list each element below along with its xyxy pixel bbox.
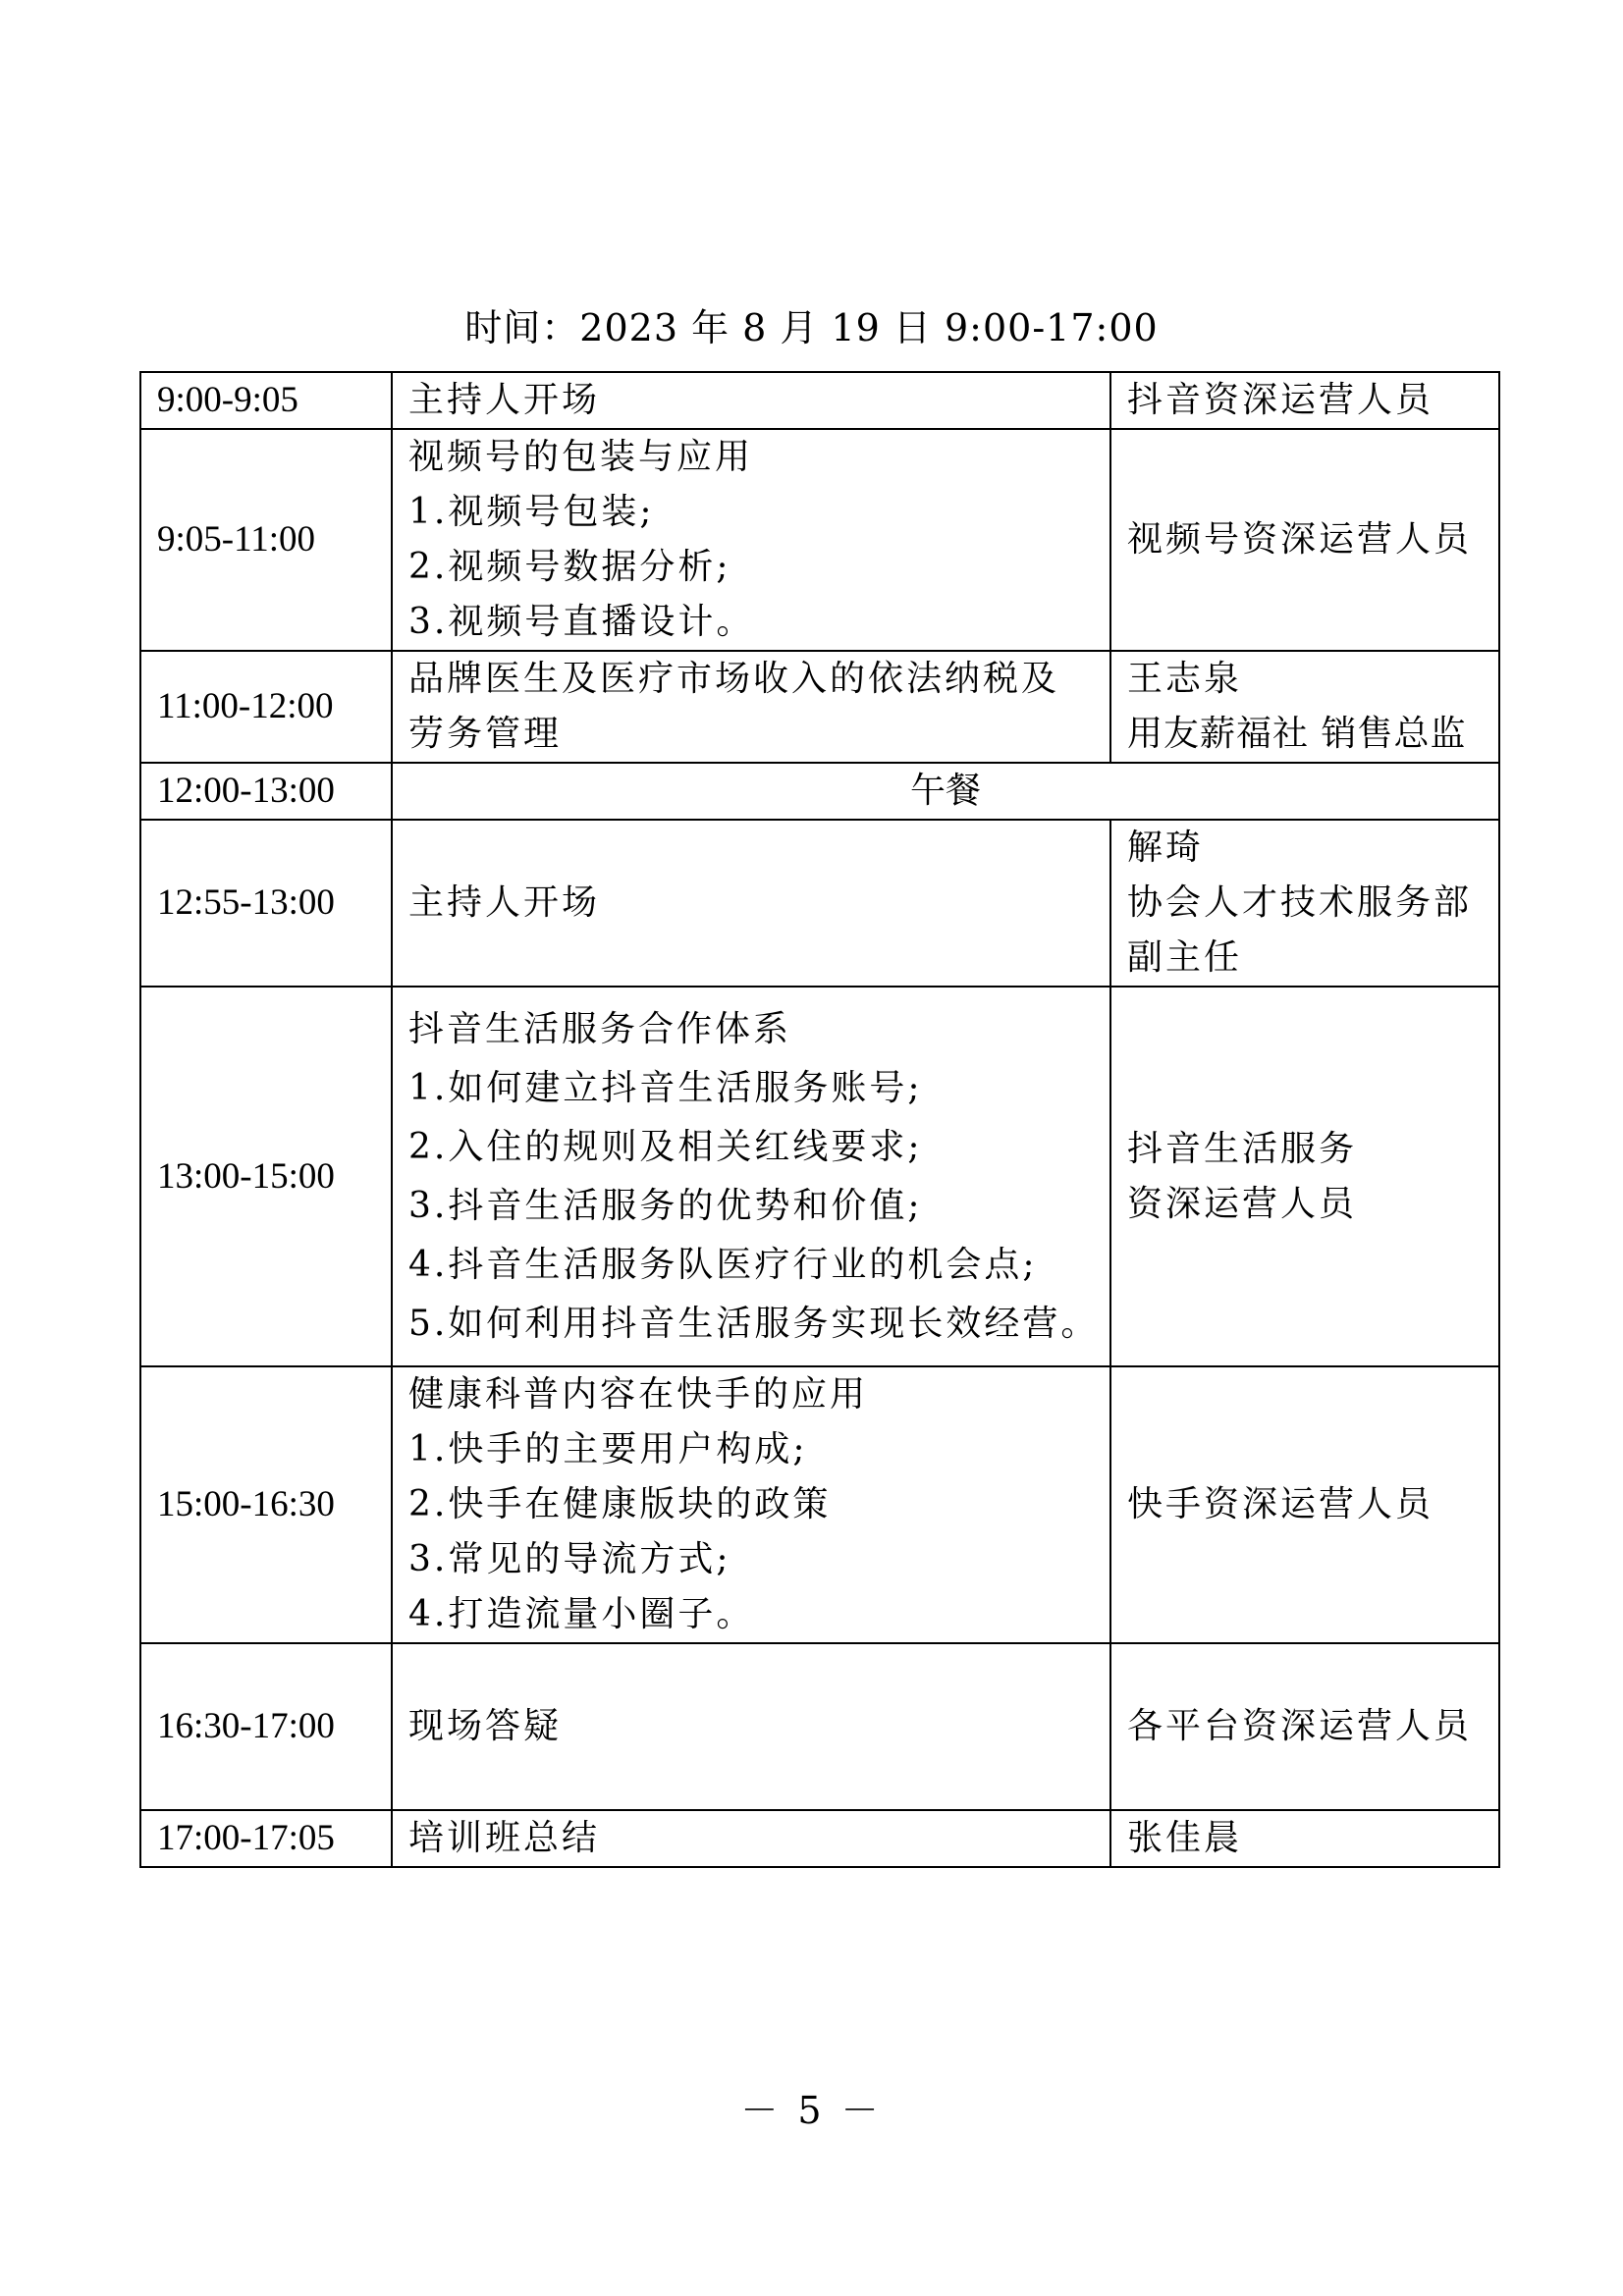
table-row [140,820,1499,987]
speaker-line: 王志泉 [1127,659,1243,699]
speaker-line: 张佳晨 [1127,1818,1243,1858]
time-cell: 11:00-12:00 [140,651,392,763]
speaker-line: 协会人才技术服务部 [1127,882,1473,923]
topic-cell [392,820,1110,987]
time-cell: 13:00-15:00 [140,987,392,1366]
speaker-cell [1110,1366,1499,1643]
speaker-line: 副主任 [1127,937,1243,978]
topic-line: 3.抖音生活服务的优势和价值; [408,1185,923,1226]
topic-cell [392,372,1110,429]
speaker-line: 抖音生活服务 [1127,1128,1358,1169]
speaker-cell [1110,372,1499,429]
time-cell: 17:00-17:05 [140,1810,392,1867]
time-cell: 9:00-9:05 [140,372,392,429]
table-row [140,651,1499,763]
topic-line: 5.如何利用抖音生活服务实现长效经营。 [408,1303,1100,1344]
speaker-line: 抖音资深运营人员 [1127,380,1434,420]
topic-line: 4.打造流量小圈子。 [408,1594,755,1634]
table-row [140,1366,1499,1643]
speaker-line: 用友薪福社 销售总监 [1127,714,1467,754]
table-row [140,429,1499,651]
topic-line: 3.视频号直播设计。 [408,602,755,642]
topic-line: 3.常见的导流方式; [408,1539,731,1579]
time-cell: 9:05-11:00 [140,429,392,651]
topic-line: 1.如何建立抖音生活服务账号; [408,1067,923,1108]
topic-line: 现场答疑 [408,1706,563,1746]
topic-cell [392,1810,1110,1867]
time-cell: 12:00-13:00 [140,763,392,820]
topic-line: 主持人开场 [408,380,601,420]
speaker-line: 解琦 [1127,828,1205,868]
schedule-date-heading: 时间：2023 年 8 月 19 日 9:00-17:00 [464,306,1159,349]
topic-line: 品牌医生及医疗市场收入的依法纳税及 [408,659,1060,699]
topic-line: 培训班总结 [408,1818,601,1858]
speaker-line: 视频号资深运营人员 [1127,519,1473,560]
speaker-cell [1110,651,1499,763]
topic-line: 2.视频号数据分析; [408,547,731,587]
topic-line: 劳务管理 [408,714,563,754]
time-cell: 15:00-16:30 [140,1366,392,1643]
table-row [140,1810,1499,1867]
table-row [140,1643,1499,1810]
schedule-table [139,371,1500,1868]
speaker-cell [1110,987,1499,1366]
topic-cell [392,651,1110,763]
speaker-cell [1110,820,1499,987]
topic-line: 2.快手在健康版块的政策 [408,1484,832,1524]
topic-line: 4.抖音生活服务队医疗行业的机会点; [408,1244,1038,1285]
topic-line: 2.入住的规则及相关红线要求; [408,1126,923,1167]
topic-cell [392,429,1110,651]
time-cell: 16:30-17:00 [140,1643,392,1810]
topic-line: 1.视频号包装; [408,492,655,532]
topic-line: 健康科普内容在快手的应用 [408,1374,869,1415]
speaker-cell [1110,1643,1499,1810]
time-cell: 12:55-13:00 [140,820,392,987]
page-number: － 5 － [740,2089,883,2132]
speaker-cell [1110,1810,1499,1867]
table-row [140,763,1499,820]
topic-line: 主持人开场 [408,882,601,923]
topic-cell [392,1366,1110,1643]
speaker-cell [1110,429,1499,651]
speaker-line: 资深运营人员 [1127,1183,1358,1224]
speaker-line: 快手资深运营人员 [1127,1484,1434,1524]
topic-cell [392,1643,1110,1810]
topic-line: 抖音生活服务合作体系 [408,1008,792,1049]
table-row [140,987,1499,1366]
table-row [140,372,1499,429]
lunch-break-cell: 午餐 [392,763,1499,820]
topic-line: 1.快手的主要用户构成; [408,1429,808,1469]
speaker-line: 各平台资深运营人员 [1127,1706,1473,1746]
topic-line: 视频号的包装与应用 [408,437,754,477]
topic-cell [392,987,1110,1366]
